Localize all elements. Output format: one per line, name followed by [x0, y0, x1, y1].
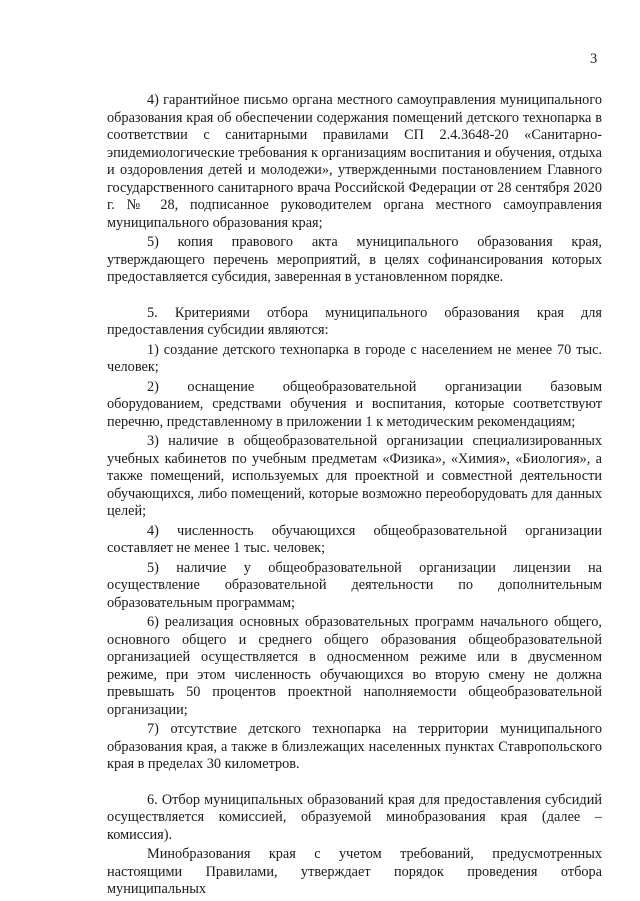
paragraph-criterion-4: 4) численность обучающихся общеобразовательной организации составляет не менее 1 тыс. человек; — [107, 522, 602, 556]
paragraph-item-4-guarantee-letter: 4) гарантийное письмо органа местного самоуправления муниципального образования края об обеспечении содержания помещений детского технопарка в соответствии с санитарными правилами СП 2.4.3648-20 «Санитарно-эпидемиологические требования к организациям воспитания и обучения, отдыха и оздоровления детей и молодежи», утвержденными постановлением Главного государственного санитарного врача Российской Федерации от 28 сентября 2020 г. № 28, подписанное руководителем органа местного самоуправления муниципального образования края; — [107, 92, 602, 231]
page-number: 3 — [590, 51, 598, 67]
paragraph-criterion-6: 6) реализация основных образовательных программ начального общего, основного общего и среднего общего образования общеобразовательной организацией осуществляется в односменном режиме или в двусменном режиме, при этом численность обучающихся во вторую смену не должна превышать 50 процентов проектной наполняемости общеобразовательной организации; — [107, 614, 602, 718]
paragraph-criterion-2: 2) оснащение общеобразовательной организации базовым оборудованием, средствами обучения и воспитания, которые соответствуют перечню, представленному в приложении 1 к методическим рекомендациям; — [107, 378, 602, 430]
document-body — [107, 92, 602, 901]
paragraph-ministry-procedure: Минобразования края с учетом требований, предусмотренных настоящими Правилами, утверждает порядок проведения отбора муниципальных — [107, 846, 602, 897]
paragraph-section-5-criteria: 5. Критериями отбора муниципального образования края для предоставления субсидии являются: — [107, 304, 602, 338]
paragraph-criterion-3: 3) наличие в общеобразовательной организации специализированных учебных кабинетов по учебным предметам «Физика», «Химия», «Биология», а также помещений, используемых для проектной и совместной деятельности обучающихся, либо помещений, которые возможно переоборудовать для данных целей; — [107, 433, 602, 519]
paragraph-section-6-selection: 6. Отбор муниципальных образований края для предоставления субсидий осуществляется комиссией, образуемой минобразования края (далее – комиссия). — [107, 791, 602, 843]
paragraph-criterion-5: 5) наличие у общеобразовательной организации лицензии на осуществление образовательной деятельности по дополнительным образовательным программам; — [107, 559, 602, 611]
paragraph-item-5-legal-act-copy: 5) копия правового акта муниципального образования края, утверждающего перечень мероприятий, в целях софинансирования которых предоставляется субсидия, заверенная в установленном порядке. — [107, 234, 602, 285]
paragraph-criterion-7: 7) отсутствие детского технопарка на территории муниципального образования края, а также в близлежащих населенных пунктах Ставропольского края в пределах 30 километров. — [107, 721, 602, 772]
paragraph-criterion-1: 1) создание детского технопарка в городе с населением не менее 70 тыс. человек; — [107, 341, 602, 375]
